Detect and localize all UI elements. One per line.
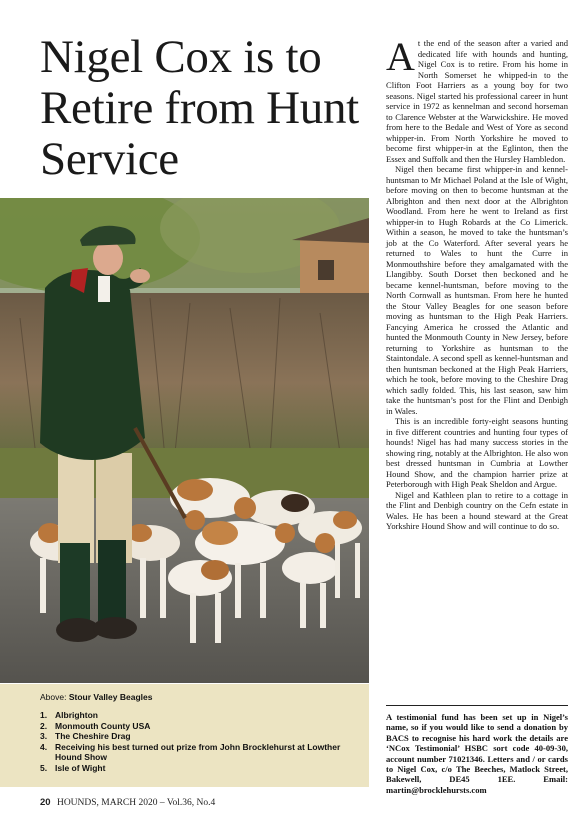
drop-cap: A [386, 34, 415, 79]
article-paragraph-1: At the end of the season after a varied and dedicated life with hounds and hunting, Nigel Cox is to retire. From his home in North Somerset he whipped-in to the Clifton Foot Harriers as a young boy for two seasons. Nigel started his professional career in hunt service in 1972 as kennelman and second horseman to Clarence Webster at the Warwickshire. He moved from here to the Bedale and West of Yore as second whipper-in. From North Yorkshire he moved to become first whipper-in at the Eglinton, then the Essex and Suffolk and then the Hursley Hambledon. [386, 34, 568, 164]
caption-item: 5. Isle of Wight [40, 762, 106, 773]
caption-item: 1. Albrighton [40, 710, 98, 720]
caption-list [40, 710, 359, 774]
caption-title: Above: Stour Valley Beagles [40, 692, 153, 702]
page-number: 20 [40, 797, 51, 808]
article-body [386, 34, 568, 532]
article-paragraph-2: Nigel then became first whipper-in and kennel-huntsman to Mr Michael Poland at the Isle of Wight, before moving on then to become huntsman at the Albrighton and then next door at the Albrighton Woodland. From here he went to Ireland as first whipper-in to Hugh Robards at the Co Limerick. Within a season, he moved to take the huntsman’s job at the Co Waterford. After several years he returned to Wales to hunt the Curre in Monmouthshire before they amalgamated with the Llangibby. South Dorset then beckoned and he became kennel-huntsman, before moving to the North Cornwall as huntsman. From here he hunted the Stour Valley Beagles for one season before moving as huntsman to the High Peak Harriers. Fancying America he crossed the Atlantic and hunted the Monmouth County in New Jersey, before returning to Yorkshire as huntsman to the Staintondale. A second spell as kennel-huntsman and then huntsman beckoned at the High Peak Harriers, which he took, before moving to the Cheshire Drag which sadly folded. This, his last season, saw him take the huntsman’s post for the Flint and Denbigh in Wales. [386, 164, 568, 416]
headline: Nigel Cox is to Retire from Hunt Service [40, 31, 359, 185]
article-paragraph-4: Nigel and Kathleen plan to retire to a cottage in the Flint and Denbigh country on the Cefn estate in Wales. He has been a hound steward at the Great Yorkshire Hound Show and will continue to do so. [386, 489, 568, 531]
photo-caption [0, 684, 369, 787]
huntsman-with-hounds-photo [0, 198, 369, 683]
testimonial-appeal: A testimonial fund has been set up in Nigel’s name, so if you would like to send a donation by BACS to recognise his hard work the details are ‘NCox Testimonial’ HSBC sort code 40-09-30, account number 71021346. Letters and / or cards to Nigel Cox, c/o The Beeches, Matlock Street, Bakewell, DE45 1EE. Email: martin@brocklehursts.com [386, 712, 568, 795]
issue-line: HOUNDS, MARCH 2020 – Vol.36, No.4 [56, 798, 216, 808]
page-footer [40, 797, 215, 808]
caption-item: 3. The Cheshire Drag [40, 731, 131, 742]
divider-rule [386, 705, 568, 706]
caption-item: 4. Receiving his best turned out prize from John Brocklehurst at Lowther Hound Show [40, 741, 341, 763]
article-paragraph-3: This is an incredible forty-eight seasons hunting in five different countries and hunting four types of hounds! Nigel has had many success stories in the showing ring, notably at the Albrighton. He also won best dressed huntsman in Cumbria at Lowther Hound Show, and the champion harrier prize at Peterborough with High Peak Sheldon and Argue. [386, 416, 568, 489]
caption-item: 2. Monmouth County USA [40, 720, 151, 731]
